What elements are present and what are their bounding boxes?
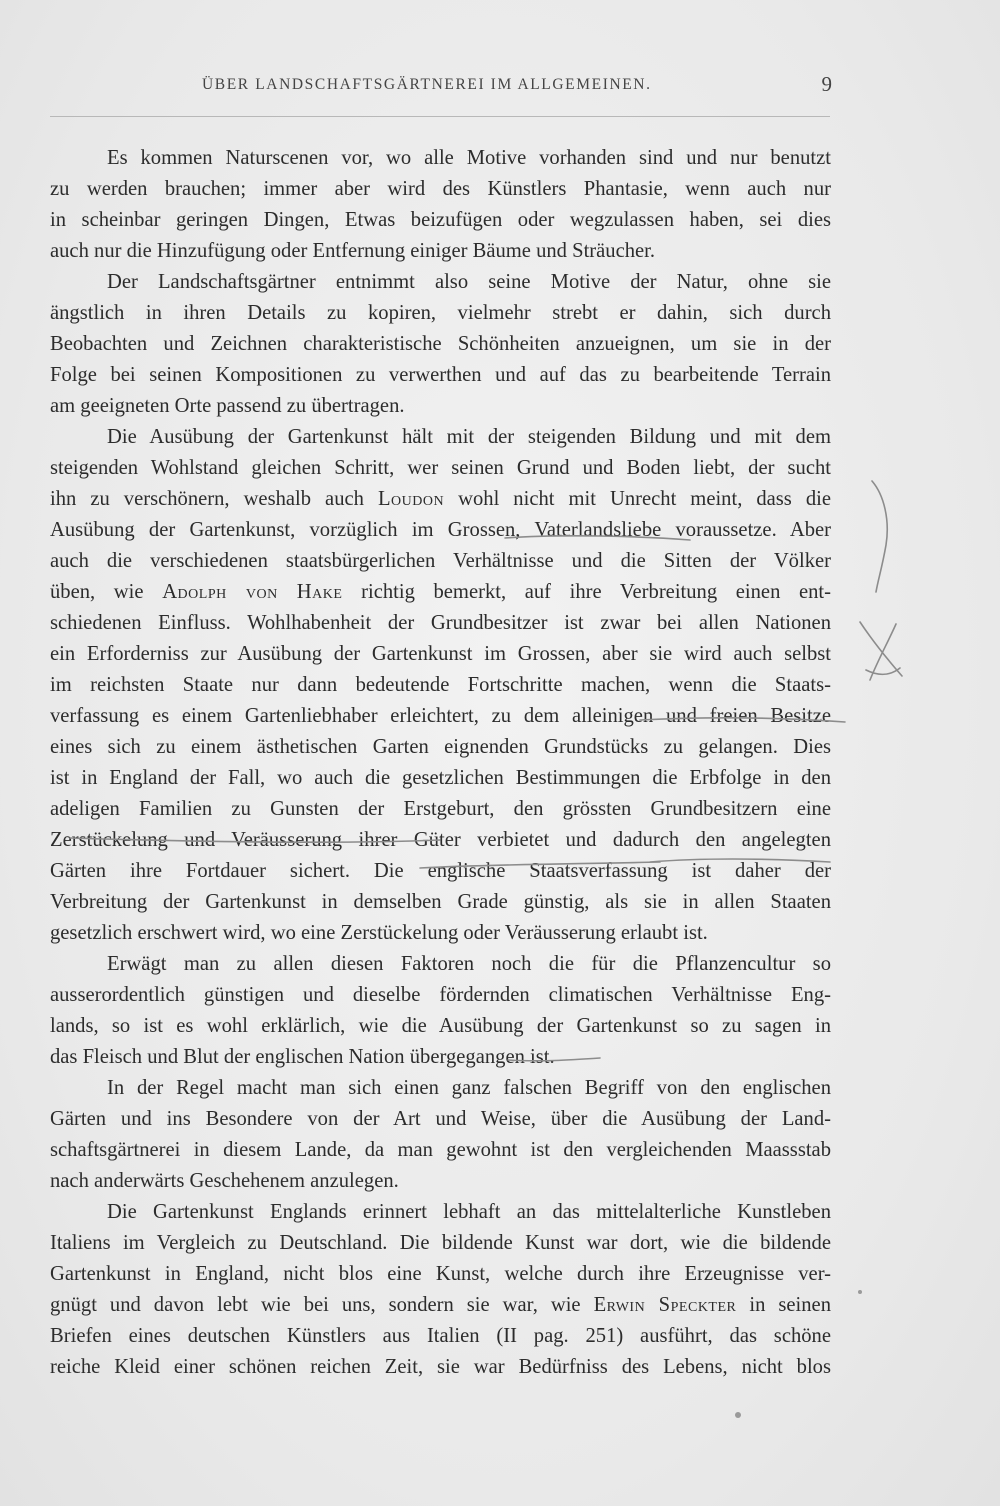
text-line: Gartenkunst in England, nicht blos eine Kunst, welche durch ihre Erzeugnisse ver- bbox=[50, 1263, 831, 1285]
text-line: In der Regel macht man sich einen ganz falschen Begriff von den englischen bbox=[107, 1077, 831, 1099]
text-line: Folge bei seinen Kompositionen zu verwerthen und auf das zu bearbeitende Terrain bbox=[50, 364, 831, 386]
margin-cross-mark bbox=[860, 622, 902, 680]
text-line bbox=[50, 484, 831, 515]
text-line: ist in England der Fall, wo auch die gesetzlichen Bestimmungen die Erbfolge in den bbox=[50, 767, 831, 789]
speck-mark bbox=[735, 1412, 741, 1418]
text-line: schaftsgärtnerei in diesem Lande, da man gewohnt ist den vergleichenden Maassstab bbox=[50, 1139, 831, 1161]
text-line bbox=[50, 577, 831, 608]
page-header bbox=[50, 72, 838, 102]
header-rule bbox=[50, 116, 830, 117]
text-segment: gnügt und davon lebt wie bei uns, sondern sie war, wie bbox=[50, 1294, 581, 1316]
text-line: gesetzlich erschwert wird, wo eine Zerstückelung oder Veräusserung erlaubt ist. bbox=[50, 922, 708, 944]
text-line: Gärten ihre Fortdauer sichert. Die englische Staatsverfassung ist daher der bbox=[50, 860, 831, 882]
text-line: Ausübung der Gartenkunst, vorzüglich im Grossen, Vaterlandsliebe voraussetze. Aber bbox=[50, 519, 831, 541]
text-line: ein Erforderniss zur Ausübung der Gartenkunst im Grossen, aber sie wird auch selbst bbox=[50, 643, 831, 665]
text-line: Es kommen Naturscenen vor, wo alle Motive vorhanden sind und nur benutzt bbox=[107, 147, 831, 169]
text-line: adeligen Familien zu Gunsten der Erstgeburt, den grössten Grundbesitzern eine bbox=[50, 798, 831, 820]
text-line: Beobachten und Zeichnen charakteristische Schönheiten anzueignen, um sie in der bbox=[50, 333, 831, 355]
text-line: nach anderwärts Geschehenem anzulegen. bbox=[50, 1170, 399, 1192]
speck-mark bbox=[858, 1290, 862, 1294]
person-name-speckter: Erwin Speckter bbox=[593, 1294, 737, 1316]
text-segment: ihn zu verschönern, weshalb auch bbox=[50, 488, 364, 510]
text-line: Die Ausübung der Gartenkunst hält mit der steigenden Bildung und mit dem bbox=[107, 426, 831, 448]
text-line: steigenden Wohlstand gleichen Schritt, wer seinen Grund und Boden liebt, der sucht bbox=[50, 457, 831, 479]
text-line: Der Landschaftsgärtner entnimmt also seine Motive der Natur, ohne sie bbox=[107, 271, 831, 293]
text-line bbox=[50, 1290, 831, 1321]
text-line: Erwägt man zu allen diesen Faktoren noch die für die Pflanzencultur so bbox=[107, 953, 831, 975]
text-line: das Fleisch und Blut der englischen Nation übergegangen ist. bbox=[50, 1046, 555, 1068]
text-line: Zerstückelung und Veräusserung ihrer Güter verbietet und dadurch den angelegten bbox=[50, 829, 831, 851]
text-line: Italiens im Vergleich zu Deutschland. Die bildende Kunst war dort, wie die bildende bbox=[50, 1232, 831, 1254]
text-line: im reichsten Staate nur dann bedeutende Fortschritte machen, wenn die Staats- bbox=[50, 674, 831, 696]
text-line: schiedenen Einfluss. Wohlhabenheit der Grundbesitzer ist zwar bei allen Nationen bbox=[50, 612, 831, 634]
text-line: Die Gartenkunst Englands erinnert lebhaft an das mittelalterliche Kunstleben bbox=[107, 1201, 831, 1223]
text-segment: richtig bemerkt, auf ihre Verbreitung einen ent- bbox=[361, 581, 832, 603]
running-title: ÜBER LANDSCHAFTSGÄRTNEREI IM ALLGEMEINEN. bbox=[202, 76, 652, 93]
text-segment: üben, wie bbox=[50, 581, 144, 603]
text-line: auch nur die Hinzufügung oder Entfernung einiger Bäume und Sträucher. bbox=[50, 240, 656, 262]
text-line: ängstlich in ihren Details zu kopiren, vielmehr strebt er dahin, sich durch bbox=[50, 302, 831, 324]
text-line: Gärten und ins Besondere von der Art und Weise, über die Ausübung der Land- bbox=[50, 1108, 831, 1130]
body-text bbox=[50, 143, 831, 1383]
text-line: eines sich zu einem ästhetischen Garten eignenden Grundstücks zu gelangen. Dies bbox=[50, 736, 831, 758]
text-segment: wohl nicht mit Unrecht meint, dass die bbox=[458, 488, 831, 510]
text-line: zu werden brauchen; immer aber wird des Künstlers Phantasie, wenn auch nur bbox=[50, 178, 831, 200]
page-number: 9 bbox=[821, 72, 832, 96]
margin-bracket-mark bbox=[872, 481, 887, 592]
text-line: am geeigneten Orte passend zu übertragen. bbox=[50, 395, 405, 417]
person-name-loudon: Loudon bbox=[377, 488, 445, 510]
text-line: Verbreitung der Gartenkunst in demselben Grade günstig, als sie in allen Staaten bbox=[50, 891, 831, 913]
text-line: lands, so ist es wohl erklärlich, wie die Ausübung der Gartenkunst so zu sagen in bbox=[50, 1015, 831, 1037]
text-line: ausserordentlich günstigen und dieselbe fördernden climatischen Verhältnisse Eng- bbox=[50, 984, 831, 1006]
text-line: verfassung es einem Gartenliebhaber erleichtert, zu dem alleinigen und freien Besitze bbox=[50, 705, 831, 727]
text-segment: in seinen bbox=[749, 1294, 831, 1316]
person-name-hake: Adolph von Hake bbox=[162, 581, 343, 603]
text-line: reiche Kleid einer schönen reichen Zeit, sie war Bedürfniss des Lebens, nicht blos bbox=[50, 1356, 831, 1378]
text-line: Briefen eines deutschen Künstlers aus Italien (II pag. 251) ausführt, das schöne bbox=[50, 1325, 831, 1347]
text-line: auch die verschiedenen staatsbürgerlichen Verhältnisse und die Sitten der Völker bbox=[50, 550, 831, 572]
text-line: in scheinbar geringen Dingen, Etwas beizufügen oder wegzulassen haben, sei dies bbox=[50, 209, 831, 231]
